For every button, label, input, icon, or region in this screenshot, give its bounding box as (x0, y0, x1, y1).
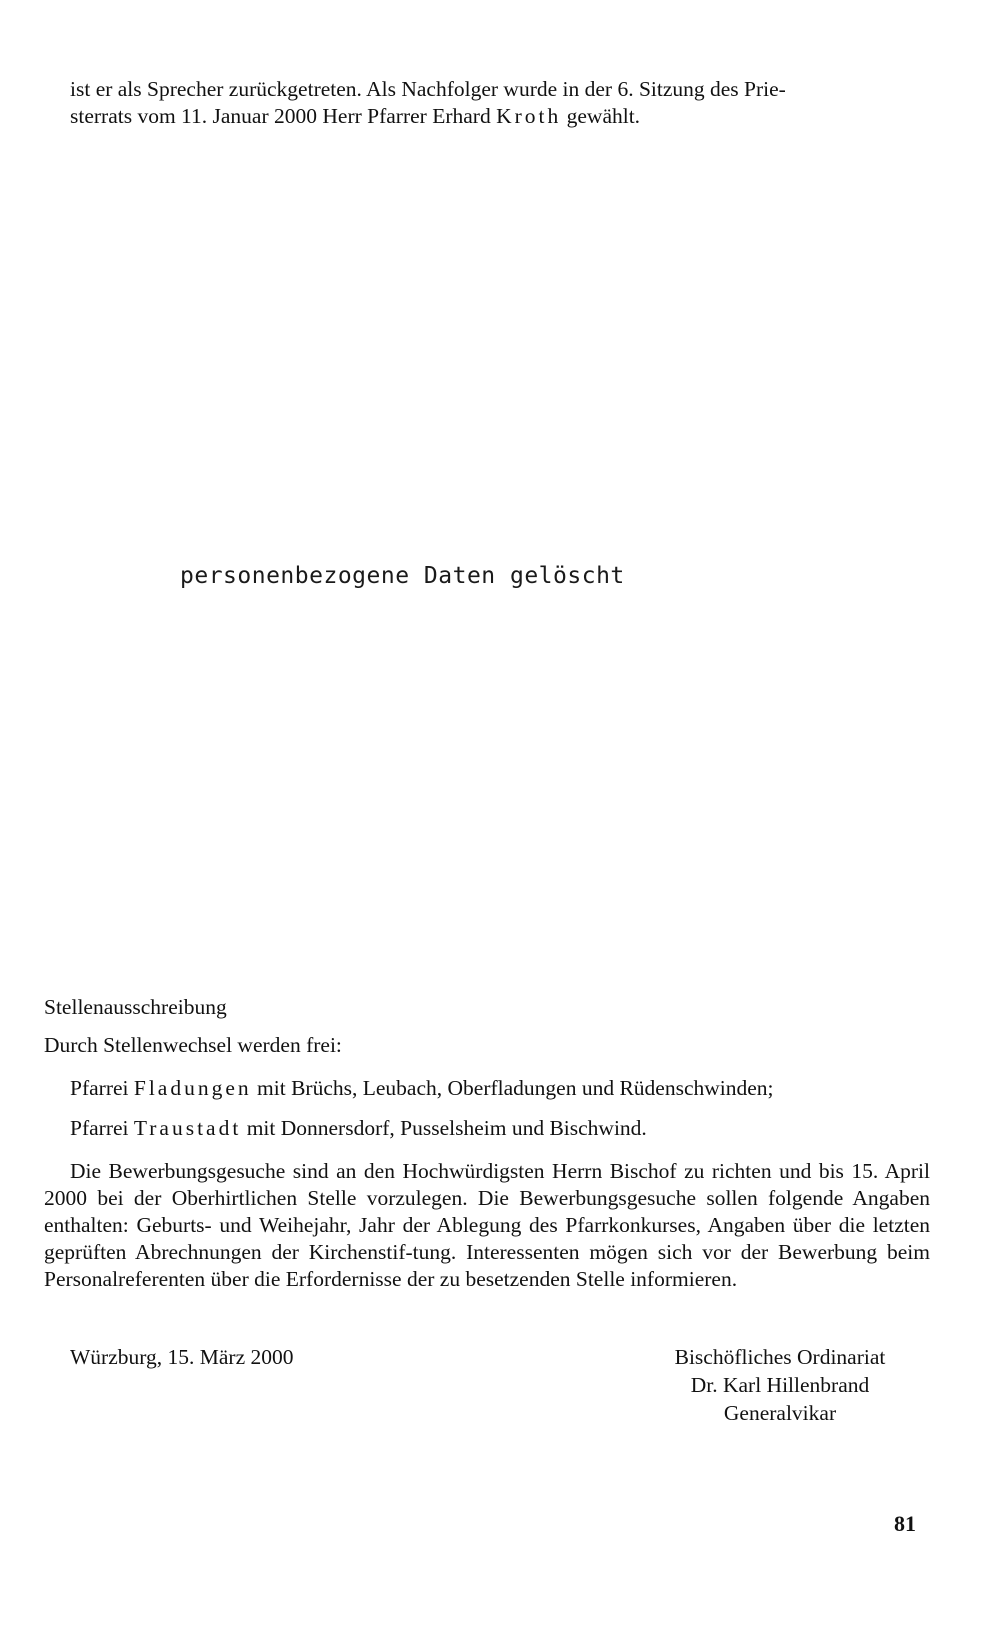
intro-paragraph (70, 76, 930, 130)
signature-title: Generalvikar (723, 1401, 837, 1425)
parish-1-details: mit Brüchs, Leubach, Oberfladungen und Rüdenschwinden; (257, 1076, 774, 1100)
signature-office: Bischöfliches Ordinariat (674, 1345, 886, 1369)
parish-1-name: Fladungen (133, 1076, 252, 1100)
parish-2-details: mit Donnersdorf, Pusselsheim und Bischwind. (246, 1116, 647, 1140)
redaction-notice: personenbezogene Daten gelöscht (180, 563, 625, 589)
parish-2-name: Traustadt (133, 1116, 242, 1140)
intro-line-2-end: gewählt. (566, 104, 641, 128)
intro-line-2-start: sterrats vom 11. Januar 2000 Herr Pfarrer Erhard (70, 104, 491, 128)
parish-1-prefix: Pfarrei (70, 1076, 129, 1100)
place-date: Würzburg, 15. März 2000 (70, 1345, 294, 1369)
parish-traustadt (70, 1115, 930, 1142)
vacancy-heading: Stellenausschreibung (44, 995, 227, 1019)
intro-line-2 (70, 103, 930, 130)
signature-name: Dr. Karl Hillenbrand (690, 1373, 870, 1397)
page-number: 81 (894, 1511, 916, 1536)
application-instructions (44, 1158, 930, 1293)
signature-block (630, 1343, 930, 1427)
vacancy-subheading: Durch Stellenwechsel werden frei: (44, 1033, 342, 1057)
intro-line-1: ist er als Sprecher zurückgetreten. Als Nachfolger wurde in der 6. Sitzung des Prie- (70, 77, 786, 101)
parish-2-prefix: Pfarrei (70, 1116, 129, 1140)
elected-name: Kroth (496, 104, 562, 128)
application-instructions-text: Die Bewerbungsgesuche sind an den Hochwürdigsten Herrn Bischof zu richten und bis 15. April 2000 bei der Oberhirtlichen Stelle vorzulegen. Die Bewerbungsgesuche sollen folgende Angaben enthalten: Geburts- und Weihejahr, Jahr der Ablegung des Pfarrkonkurses, Angaben über die letzten geprüften Abrechnungen der Kirchenstif-tung. Interessenten mögen sich vor der Bewerbung beim Personalreferenten über die Erfordernisse der zu besetzenden Stelle informieren. (44, 1159, 930, 1291)
parish-fladungen (70, 1075, 930, 1102)
